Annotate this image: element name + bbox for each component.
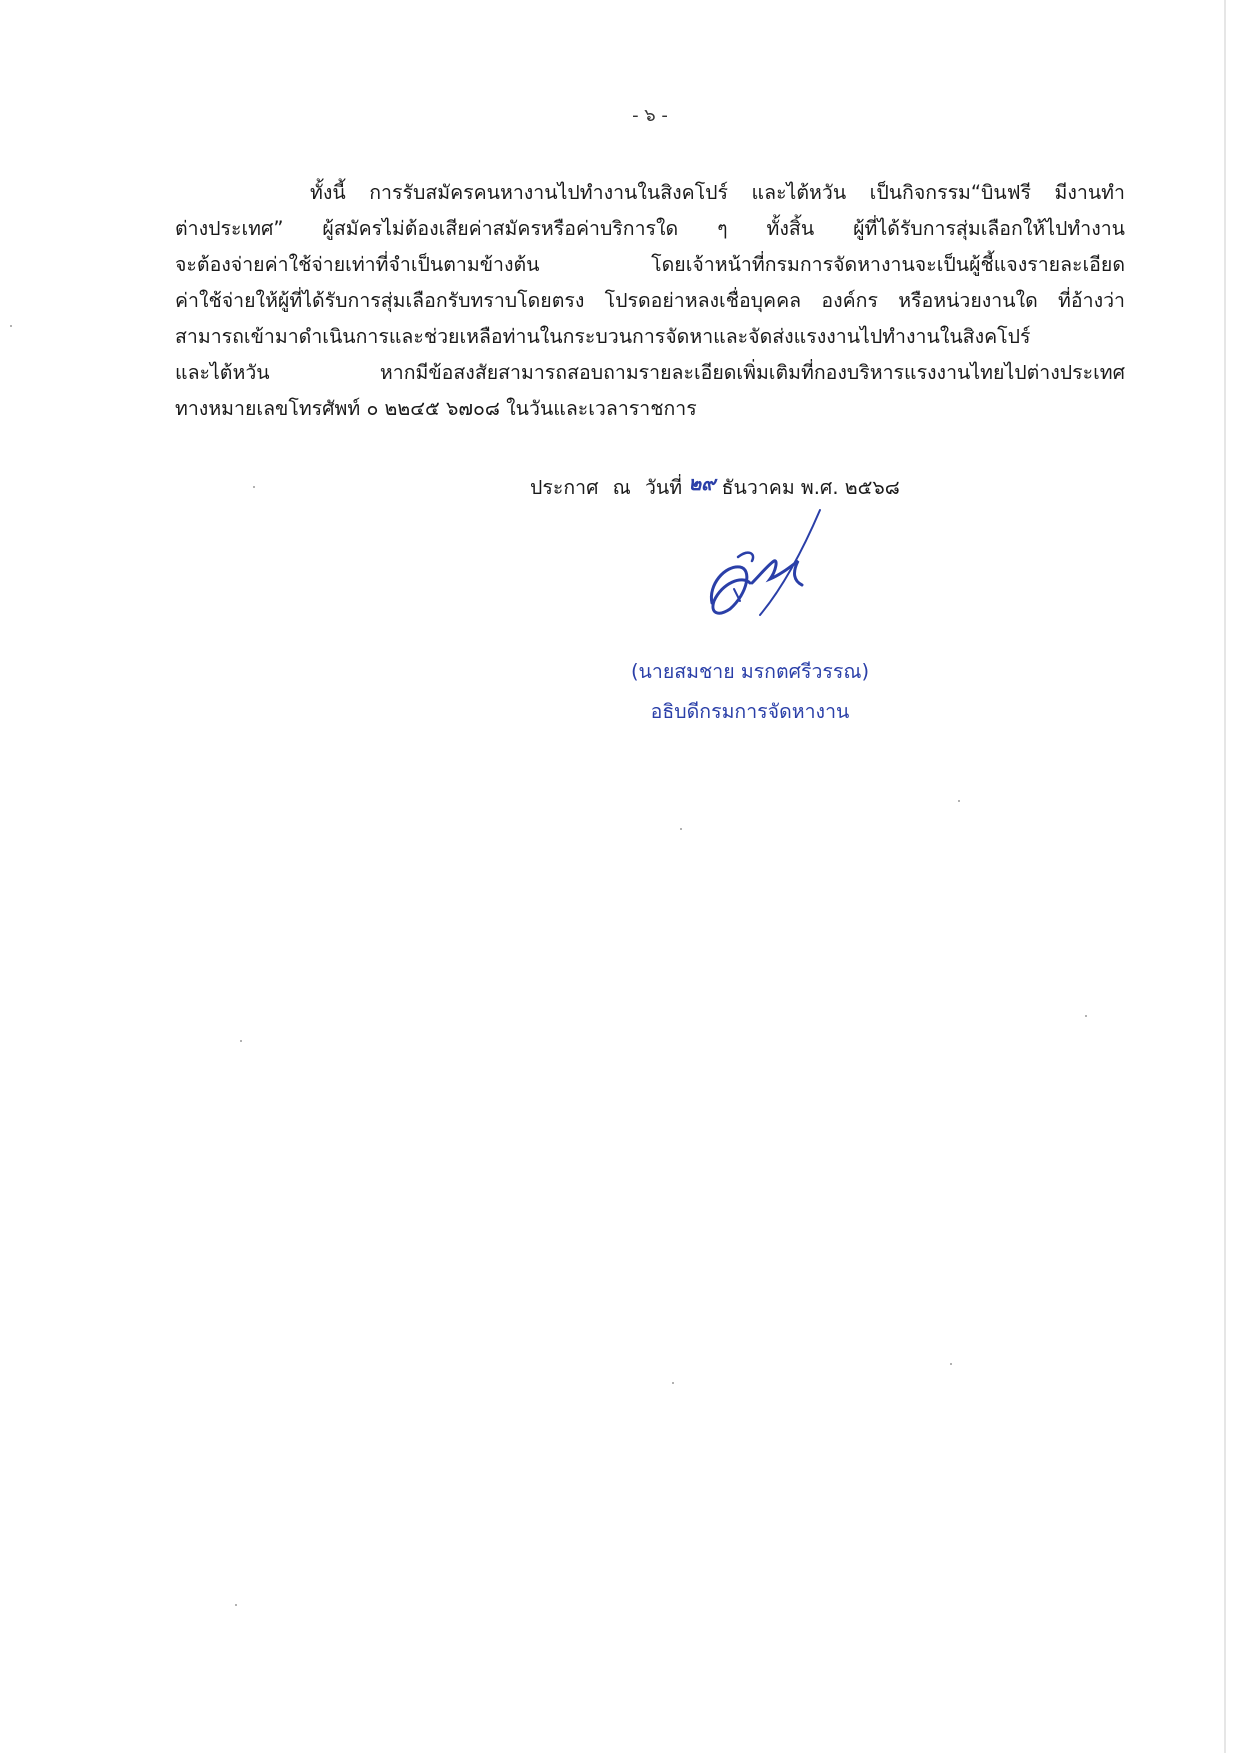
scan-speck: [240, 1040, 242, 1042]
scan-speck: [680, 828, 682, 830]
scan-speck: [253, 486, 255, 488]
date-day-label: วันที่: [644, 476, 683, 499]
scan-speck: [10, 325, 12, 327]
paragraph-line: จะต้องจ่ายค่าใช้จ่ายเท่าที่จำเป็นตามข้างต้น โดยเจ้าหน้าที่กรมการจัดหางานจะเป็นผู้ชี้แจงรายละเอียด: [175, 253, 1125, 276]
page-number: - ๖ -: [632, 105, 668, 126]
paragraph-line: สามารถเข้ามาดำเนินการและช่วยเหลือท่านในกระบวนการจัดหาและจัดส่งแรงงานไปทำงานในสิงคโปร์: [175, 325, 1031, 348]
scan-speck: [958, 800, 960, 802]
paragraph-line: และไต้หวัน หากมีข้อสงสัยสามารถสอบถามรายละเอียดเพิ่มเติมที่กองบริหารแรงงานไทยไปต่างประเทศ: [175, 361, 1125, 384]
date-month-year: ธันวาคม พ.ศ. ๒๕๖๘: [721, 476, 900, 499]
page-edge: [1224, 0, 1226, 1753]
scan-speck: [1085, 1015, 1087, 1017]
scan-speck: [672, 1382, 674, 1384]
handwritten-signature: [690, 505, 890, 625]
scan-speck: [235, 1604, 237, 1606]
handwritten-day: ๒๙: [688, 472, 716, 495]
paragraph-line: ค่าใช้จ่ายให้ผู้ที่ได้รับการสุ่มเลือกรับทราบโดยตรง โปรดอย่าหลงเชื่อบุคคล องค์กร หรือหน่วยงานใด ที่อ้างว่า: [175, 289, 1125, 312]
paragraph-line: ทั้งนี้ การรับสมัครคนหางานไปทำงานในสิงคโปร์ และไต้หวัน เป็นกิจกรรม“บินฟรี มีงานทำ: [310, 181, 1125, 204]
signer-title: อธิบดีกรมการจัดหางาน: [650, 700, 850, 723]
scan-speck: [950, 1363, 952, 1365]
date-prefix: ประกาศ: [530, 476, 599, 499]
date-at: ณ: [612, 476, 631, 499]
announcement-date: [530, 470, 950, 506]
signer-name: (นายสมชาย มรกตศรีวรรณ): [630, 660, 870, 683]
paragraph-line: ทางหมายเลขโทรศัพท์ ๐ ๒๒๔๕ ๖๗๐๘ ในวันและเวลาราชการ: [175, 397, 697, 420]
paragraph-line: ต่างประเทศ” ผู้สมัครไม่ต้องเสียค่าสมัครหรือค่าบริการใด ๆ ทั้งสิ้น ผู้ที่ได้รับการสุ่มเลือกให้ไปทำงาน: [175, 217, 1125, 240]
